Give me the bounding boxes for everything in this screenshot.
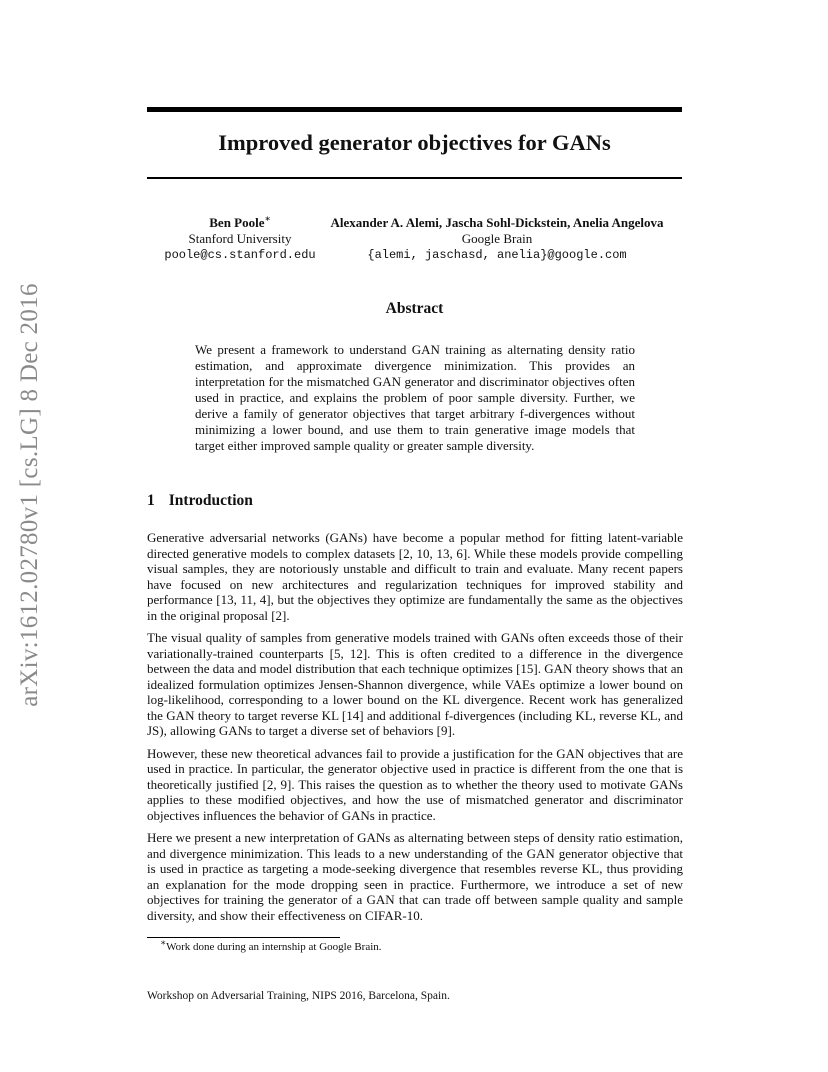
abstract-text: We present a framework to understand GAN training as alternating density ratio estimation, and approximate divergence minimization. This provides an interpretation for the mismatched GAN generator and discriminator objectives often used in practice, and explains the problem of poor sample diversity. Further, we derive a family of generator objectives that target arbitrary f-divergences without minimizing a lower bound, and use them to train generative image models that target either improved sample quality or greater sample diversity. [195,342,635,453]
title-rule-bottom [147,177,682,179]
footnote-marker: ∗ [160,937,167,948]
title-rule-top [147,107,682,112]
body-paragraph: Generative adversarial networks (GANs) have become a popular method for fitting latent-variable directed generative models to complex datasets [2, 10, 13, 6]. While these models provide compelling visual samples, they are notoriously unstable and difficult to train and evaluate. Many recent papers have focused on new architectures and regularization techniques for improved stability and performance [13, 11, 4], but the objectives they optimize are fundamentally the same as the objectives in the original proposal [2]. [147,530,683,623]
body-paragraph: However, these new theoretical advances fail to provide a justification for the GAN objectives that are used in practice. In particular, the generator objective used in practice is different from the one that is theoretically justified [2, 9]. This raises the question as to whether the theory used to motivate GANs applies to these modified objectives, and how the use of mismatched generator and discriminator objectives influences the behavior of GANs in practice. [147,745,683,823]
footnote-marker: ∗ [264,213,271,224]
author-affiliation: Stanford University [188,231,292,246]
body-paragraph: Here we present a new interpretation of GANs as alternating between steps of density ratio estimation, and divergence minimization. This leads to a new understanding of the GAN generator objective that is used in practice as targeting a mode-seeking divergence that resembles reverse KL, thus providing an explanation for the mode dropping seen in practice. Furthermore, we introduce a set of new objectives for training the generator of a GAN that can trade off between sample quality and sample diversity, and show their effectiveness on CIFAR-10. [147,830,683,923]
abstract-heading: Abstract [385,300,444,317]
section-number: 1 [147,492,155,509]
section-heading [147,492,253,510]
arxiv-identifier: arXiv:1612.02780v1 [cs.LG] 8 Dec 2016 [16,283,43,707]
paper-title: Improved generator objectives for GANs [218,130,611,155]
venue-footer: Workshop on Adversarial Training, NIPS 2016, Barcelona, Spain. [147,990,450,1002]
author-block-2 [318,215,676,263]
author-block-1 [150,215,330,263]
footnote-rule [147,937,340,938]
author-affiliation: Google Brain [461,231,533,246]
author-email: poole@cs.stanford.edu [164,248,316,262]
footnote [160,937,382,953]
introduction-body [147,530,683,930]
footnote-text: Work done during an internship at Google Brain. [166,941,382,953]
section-title: Introduction [168,492,253,509]
author-email: {alemi, jaschasd, anelia}@google.com [367,248,627,262]
arxiv-sidebar-stamp [10,285,50,705]
author-name: Alexander A. Alemi, Jascha Sohl-Dickstein, Anelia Angelova [330,215,664,230]
body-paragraph: The visual quality of samples from generative models trained with GANs often exceeds those of their variationally-trained counterparts [5, 12]. This is often credited to a difference in the divergence between the data and model distribution that each technique optimizes [15]. GAN theory shows that an idealized formulation optimizes Jensen-Shannon divergence, while VAEs optimize a lower bound on log-likelihood, corresponding to a lower bound on the KL divergence. Recent work has generalized the GAN theory to target reverse KL [14] and additional f-divergences (including KL, reverse KL, and JS), allowing GANs to target a diverse set of behaviors [9]. [147,630,683,738]
author-name: Ben Poole∗ [209,213,271,230]
